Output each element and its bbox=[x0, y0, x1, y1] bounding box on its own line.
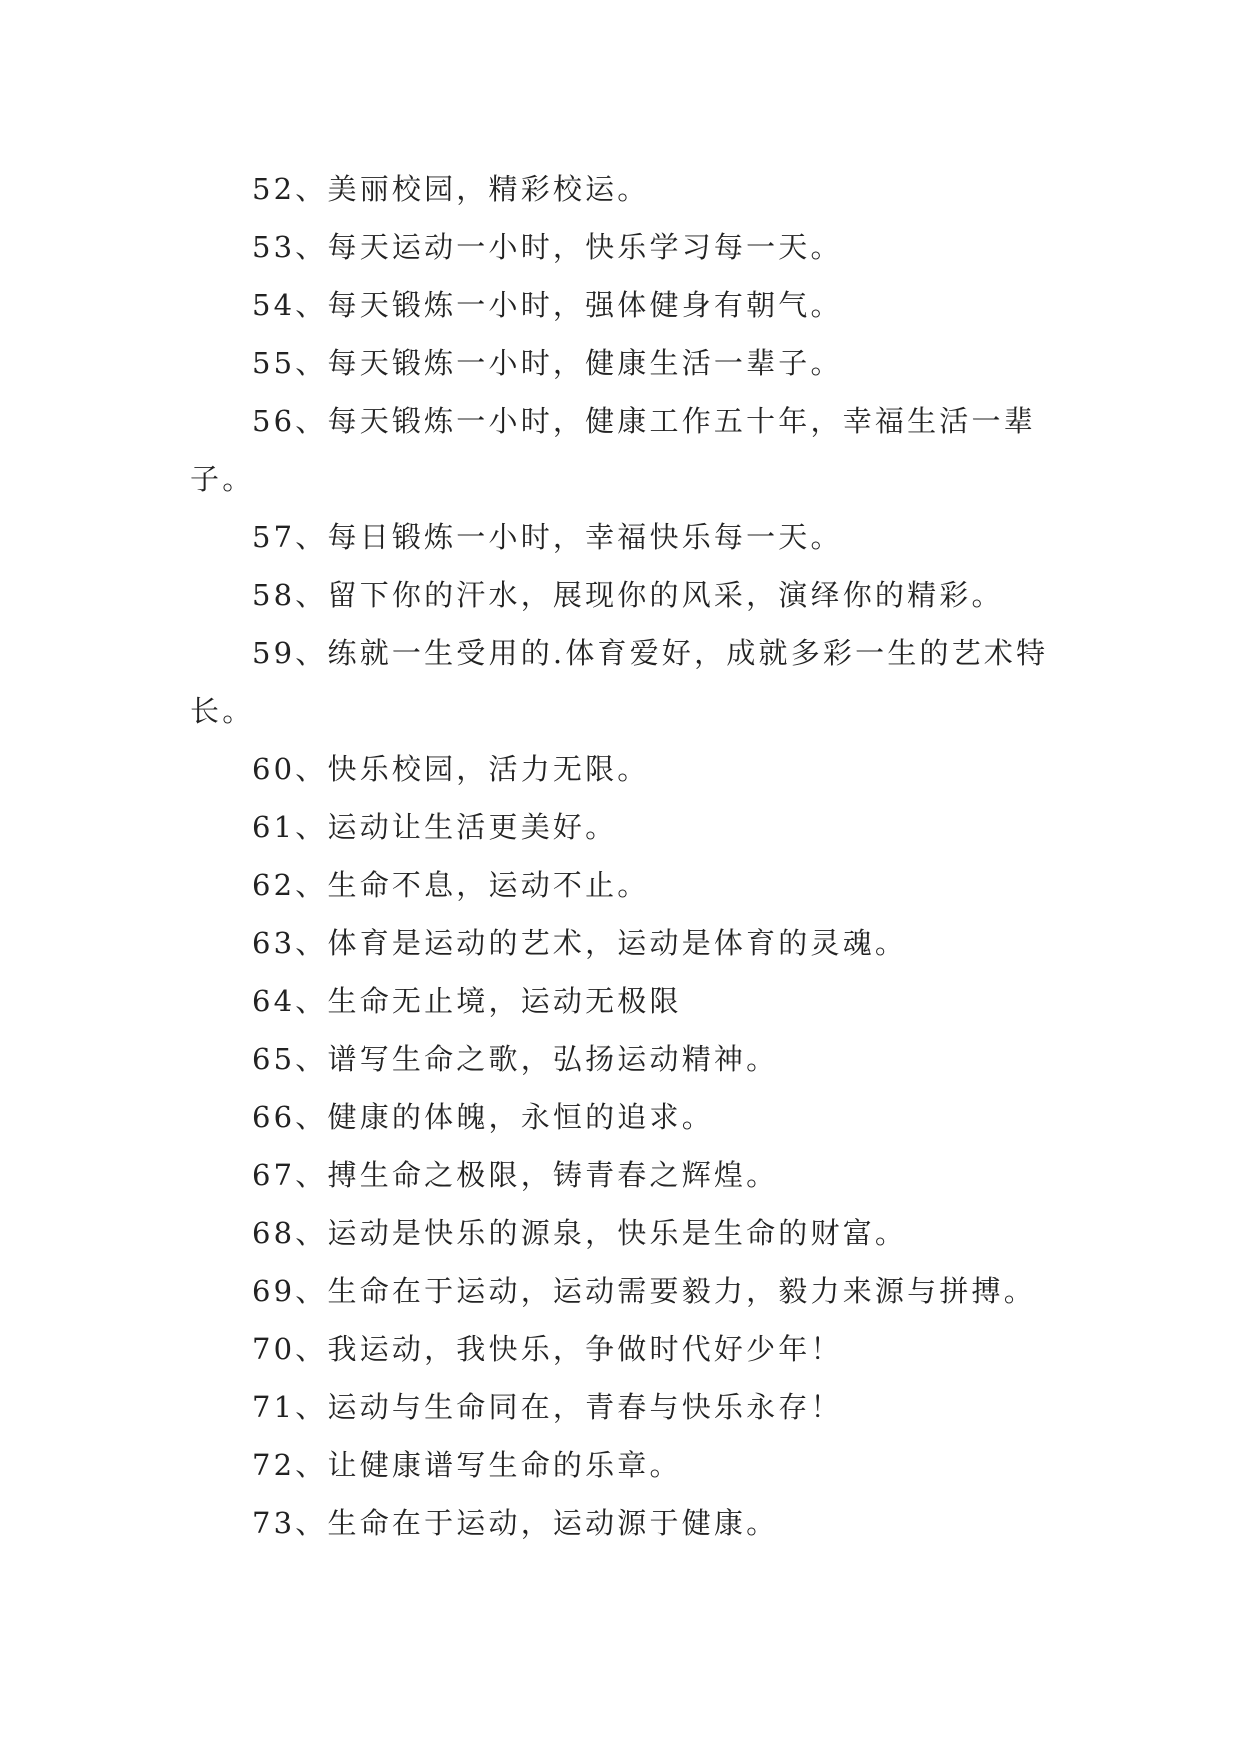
slogan-61: 61、运动让生活更美好。 bbox=[252, 810, 618, 844]
slogan-67: 67、搏生命之极限，铸青春之辉煌。 bbox=[252, 1158, 779, 1192]
document-body bbox=[190, 160, 1070, 1552]
slogan-58: 58、留下你的汗水，展现你的风采，演绎你的精彩。 bbox=[252, 578, 1004, 612]
slogan-65: 65、谱写生命之歌，弘扬运动精神。 bbox=[252, 1042, 779, 1076]
slogan-64: 64、生命无止境，运动无极限 bbox=[252, 984, 682, 1018]
slogan-69: 69、生命在于运动，运动需要毅力，毅力来源与拼搏。 bbox=[252, 1274, 1036, 1308]
slogan-52: 52、美丽校园，精彩校运。 bbox=[252, 172, 650, 206]
slogan-63: 63、体育是运动的艺术，运动是体育的灵魂。 bbox=[252, 926, 908, 960]
slogan-71: 71、运动与生命同在，青春与快乐永存！ bbox=[252, 1390, 843, 1424]
slogan-59: 59、练就一生受用的.体育爱好，成就多彩一生的艺术特长。 bbox=[190, 636, 1049, 728]
slogan-72: 72、让健康谱写生命的乐章。 bbox=[252, 1448, 682, 1482]
slogan-62: 62、生命不息，运动不止。 bbox=[252, 868, 650, 902]
slogan-53: 53、每天运动一小时，快乐学习每一天。 bbox=[252, 230, 843, 264]
slogan-66: 66、健康的体魄，永恒的追求。 bbox=[252, 1100, 714, 1134]
slogan-57: 57、每日锻炼一小时，幸福快乐每一天。 bbox=[252, 520, 843, 554]
slogan-55: 55、每天锻炼一小时，健康生活一辈子。 bbox=[252, 346, 843, 380]
slogan-54: 54、每天锻炼一小时，强体健身有朝气。 bbox=[252, 288, 843, 322]
slogan-73: 73、生命在于运动，运动源于健康。 bbox=[252, 1506, 779, 1540]
slogan-70: 70、我运动，我快乐，争做时代好少年！ bbox=[252, 1332, 843, 1366]
slogan-56: 56、每天锻炼一小时，健康工作五十年，幸福生活一辈子。 bbox=[190, 404, 1036, 496]
slogan-60: 60、快乐校园，活力无限。 bbox=[252, 752, 650, 786]
slogan-68: 68、运动是快乐的源泉，快乐是生命的财富。 bbox=[252, 1216, 908, 1250]
